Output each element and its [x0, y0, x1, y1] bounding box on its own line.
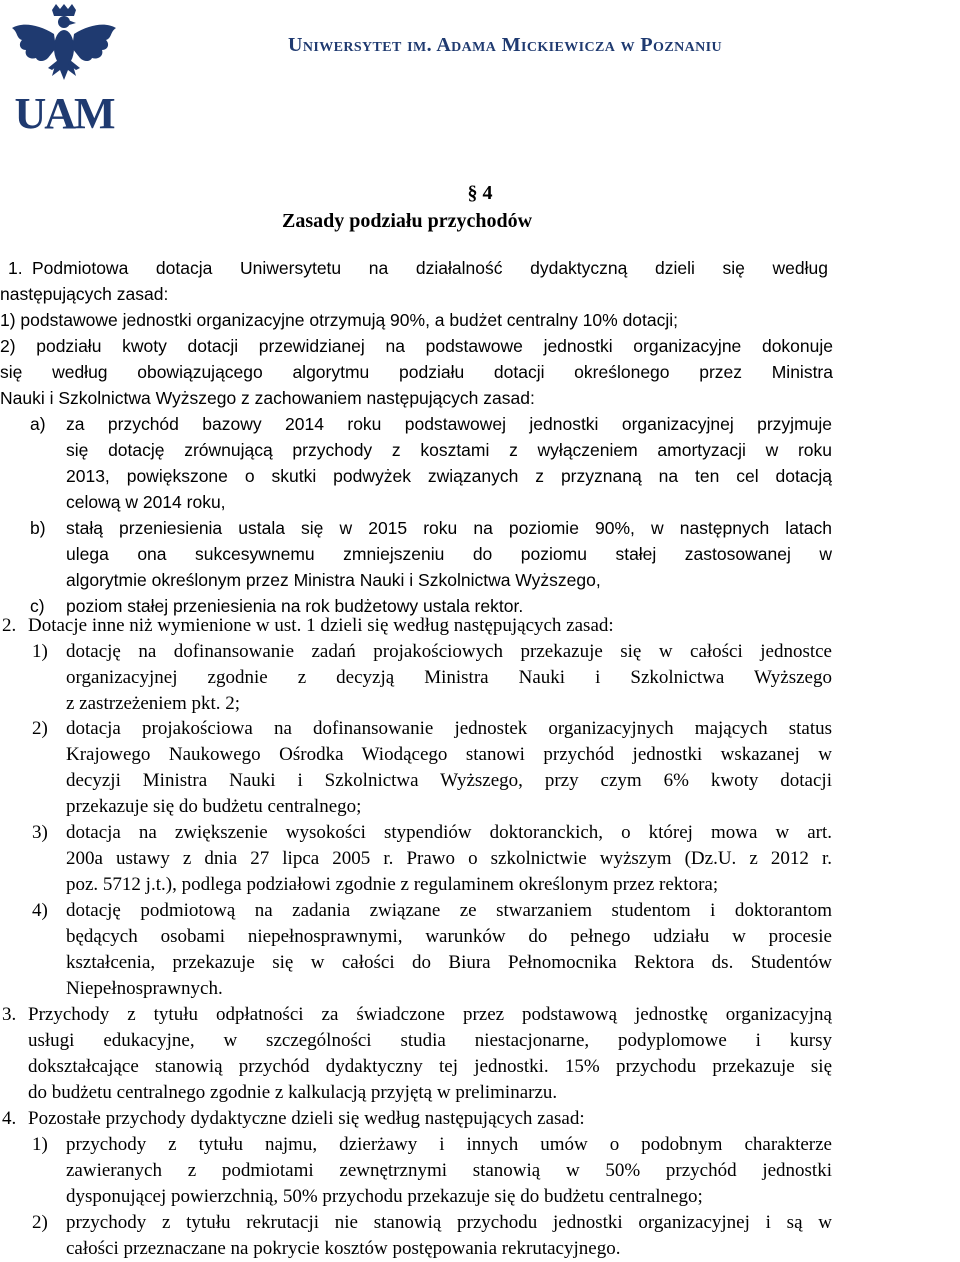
letterhead [0, 0, 960, 150]
text-line: celową w 2014 roku, [66, 492, 226, 512]
text-line: dotację podmiotową na zadania związane ze stwarzaniem studentom i doktorantom [66, 900, 832, 921]
item-number: 2. [2, 615, 17, 636]
subitem-number: 2) [32, 718, 48, 739]
text-line: następujących zasad: [0, 284, 169, 304]
subitem-letter: c) [30, 596, 45, 616]
text-line: 1) podstawowe jednostki organizacyjne otrzymują 90%, a budżet centralny 10% dotacji; [0, 310, 679, 330]
text-line: algorytmie określonym przez Ministra Nauki i Szkolnictwa Wyższego, [66, 570, 601, 590]
text-line: ulega ona sukcesywnemu zmniejszeniu do poziomu stałej zastosowanej w [66, 544, 832, 564]
text-line: poziom stałej przeniesienia na rok budżetowy ustala rektor. [66, 596, 524, 616]
item-number: 1. [8, 258, 23, 278]
text-line: dysponującej powierzchnią, 50% przychodu przekazuje się do budżetu centralnego; [66, 1186, 703, 1207]
university-name: Uniwersytet im. Adama Mickiewicza w Poznaniu [288, 34, 722, 56]
item-number: 4. [2, 1108, 17, 1129]
section-title: Zasady podziału przychodów [282, 210, 533, 232]
text-line: Podmiotowa dotacja Uniwersytetu na działalność dydaktyczną dzieli się według [32, 258, 828, 278]
text-line: kształcenia, przekazuje się w całości do Biura Pełnomocnika Rektora ds. Studentów [66, 952, 832, 973]
subitem-letter: b) [30, 518, 46, 538]
item-number: 3. [2, 1004, 17, 1025]
subitem-number: 4) [32, 900, 48, 921]
text-line: dotację na dofinansowanie zadań projakościowych przekazuje się w całości jednostce [66, 641, 832, 662]
text-line: przekazuje się do budżetu centralnego; [66, 796, 362, 817]
text-line: dotacja na zwiększenie wysokości stypendiów doktoranckich, o której mowa w art. [66, 822, 832, 843]
subitem-number: 3) [32, 822, 48, 843]
logo-wordmark: UAM [14, 89, 114, 132]
text-line: przychody z tytułu najmu, dzierżawy i innych umów o podobnym charakterze [66, 1134, 832, 1155]
text-line: decyzji Ministra Nauki i Szkolnictwa Wyższego, przy czym 6% kwoty dotacji [66, 770, 832, 791]
text-line: do budżetu centralnego zgodnie z kalkulacją przyjętą w preliminarzu. [28, 1082, 558, 1103]
text-line: zawieranych z podmiotami zewnętrznymi stanowią w 50% przychód jednostki [66, 1160, 832, 1181]
text-line: będących osobami niepełnosprawnymi, warunków do pełnego udziału w procesie [66, 926, 832, 947]
text-line: całości przeznaczane na pokrycie kosztów postępowania rekrutacyjnego. [66, 1238, 621, 1259]
text-line: się według obowiązującego algorytmu podziału dotacji określonego przez Ministra [0, 362, 833, 382]
subitem-letter: a) [30, 414, 46, 434]
text-line: 200a ustawy z dnia 27 lipca 2005 r. Prawo o szkolnictwie wyższym (Dz.U. z 2012 r. [66, 848, 832, 869]
subitem-number: 2) [32, 1212, 48, 1233]
text-line: się dotację zrównującą przychody z kosztami z wyłączeniem amortyzacji w roku [66, 440, 832, 460]
text-line: dokształcające stanowią przychód dydaktyczny tej jednostki. 15% przychodu przekazuje się [28, 1056, 832, 1077]
subitem-number: 1) [32, 1134, 48, 1155]
text-line: organizacyjnej zgodnie z decyzją Ministra Nauki i Szkolnictwa Wyższego [66, 667, 832, 688]
text-line: Nauki i Szkolnictwa Wyższego z zachowaniem następujących zasad: [0, 388, 535, 408]
uam-eagle-logo [8, 4, 120, 132]
text-line: 2013, powiększone o skutki podwyżek związanych z przyznaną na ten cel dotacją [66, 466, 832, 486]
text-line: Pozostałe przychody dydaktyczne dzieli się według następujących zasad: [28, 1108, 585, 1129]
text-line: przychody z tytułu rekrutacji nie stanowią przychodu jednostki organizacyjnej i są w [66, 1212, 832, 1233]
subitem-number: 1) [32, 641, 48, 662]
text-line: Niepełnosprawnych. [66, 978, 223, 999]
text-line: 2) podziału kwoty dotacji przewidzianej na podstawowe jednostki organizacyjne dokonuje [0, 336, 833, 356]
text-line: Przychody z tytułu odpłatności za świadczone przez podstawową jednostkę organizacyjną [28, 1004, 832, 1025]
text-line: dotacja projakościowa na dofinansowanie jednostek organizacyjnych mających status [66, 718, 832, 739]
text-line: usługi edukacyjne, w szczególności studia niestacjonarne, podyplomowe i kursy [28, 1030, 832, 1051]
section-number: § 4 [467, 182, 493, 204]
text-line: poz. 5712 j.t.), podlega podziałowi zgodnie z regulaminem określonym przez rektora; [66, 874, 719, 895]
text-line: za przychód bazowy 2014 roku podstawowej jednostki organizacyjnej przyjmuje [66, 414, 832, 434]
text-line: stałą przeniesienia ustala się w 2015 roku na poziomie 90%, w następnych latach [66, 518, 832, 538]
text-line: Krajowego Naukowego Ośrodka Wiodącego stanowi przychód jednostki wskazanej w [66, 744, 832, 765]
text-line: Dotacje inne niż wymienione w ust. 1 dzieli się według następujących zasad: [28, 615, 614, 636]
text-line: z zastrzeżeniem pkt. 2; [66, 693, 241, 714]
